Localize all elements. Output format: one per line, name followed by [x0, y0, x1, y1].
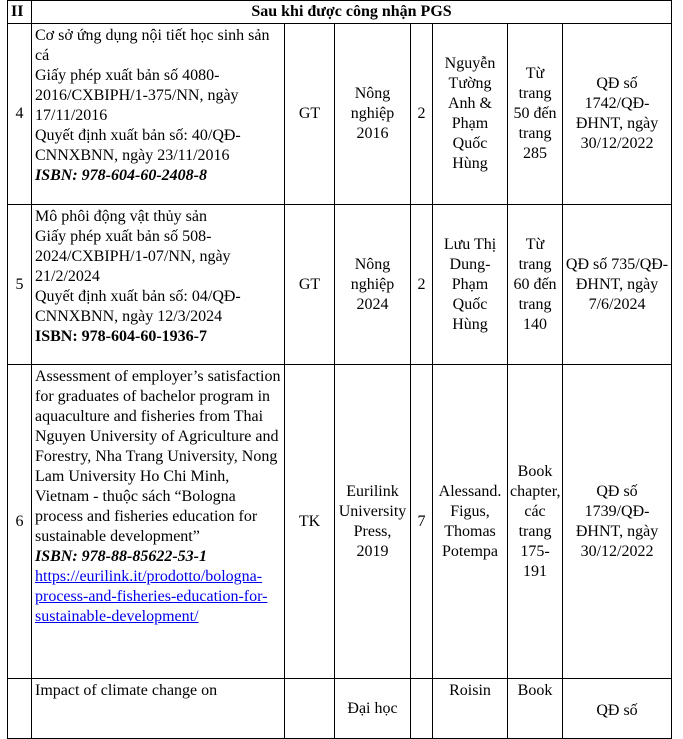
approval-decision: QĐ số	[563, 679, 672, 739]
book-link[interactable]: https://eurilink.it/prodotto/bologna-process-and-fisheries-education-for-sustainable-development/	[35, 568, 268, 625]
book-info	[32, 24, 285, 205]
book-type: GT	[285, 205, 335, 365]
isbn: ISBN: 978-604-60-2408-8	[35, 167, 207, 184]
row-number	[8, 679, 32, 739]
authors: Alessand. Figus, Thomas Potempa	[433, 365, 508, 679]
book-title: Cơ sở ứng dụng nội tiết học sinh sản cá	[35, 27, 270, 64]
authors: Lưu Thị Dung-Phạm Quốc Hùng	[433, 205, 508, 365]
publications-table	[7, 0, 672, 739]
approval-decision: QĐ số 1742/QĐ-ĐHNT, ngày 30/12/2022	[563, 24, 672, 205]
book-title: Impact of climate change on	[35, 682, 218, 699]
pages: Book	[508, 679, 563, 739]
pages: Từ trang 60 đến trang 140	[508, 205, 563, 365]
book-info	[32, 679, 285, 739]
row-number: 4	[8, 24, 32, 205]
book-title: Mô phôi động vật thủy sản	[35, 208, 207, 225]
authors-count: 7	[411, 365, 433, 679]
isbn: ISBN: 978-604-60-1936-7	[35, 328, 207, 345]
row-number: 6	[8, 365, 32, 679]
publisher: Đại học	[335, 679, 411, 739]
publisher: Nông nghiệp 2016	[335, 24, 411, 205]
pages: Từ trang 50 đến trang 285	[508, 24, 563, 205]
section-header-row	[8, 1, 672, 24]
pages: Book chapter, các trang 175-191	[508, 365, 563, 679]
authors-count: 2	[411, 205, 433, 365]
table-row	[8, 365, 672, 679]
book-type: TK	[285, 365, 335, 679]
section-title: Sau khi được công nhận PGS	[32, 1, 672, 24]
publishing-decision: Quyết định xuất bản số: 40/QĐ-CNNXBNN, ngày 23/11/2016	[35, 127, 241, 164]
row-number: 5	[8, 205, 32, 365]
publishing-permit: Giấy phép xuất bản số 508-2024/CXBIPH/1-07/NN, ngày 21/2/2024	[35, 228, 231, 285]
table-row	[8, 24, 672, 205]
publishing-decision: Quyết định xuất bản số: 04/QĐ-CNNXBNN, ngày 12/3/2024	[35, 288, 241, 325]
book-info	[32, 205, 285, 365]
authors: Nguyễn Tường Anh & Phạm Quốc Hùng	[433, 24, 508, 205]
approval-decision: QĐ số 735/QĐ-ĐHNT, ngày 7/6/2024	[563, 205, 672, 365]
publishing-permit: Giấy phép xuất bản số 4080-2016/CXBIPH/1-375/NN, ngày 17/11/2016	[35, 67, 239, 124]
publisher: Nông nghiệp 2024	[335, 205, 411, 365]
book-info	[32, 365, 285, 679]
approval-decision: QĐ số 1739/QĐ-ĐHNT, ngày 30/12/2022	[563, 365, 672, 679]
authors: Roisin	[433, 679, 508, 739]
authors-count: 2	[411, 24, 433, 205]
authors-count	[411, 679, 433, 739]
book-type	[285, 679, 335, 739]
isbn: ISBN: 978-88-85622-53-1	[35, 548, 207, 565]
section-number: II	[8, 1, 32, 24]
book-type: GT	[285, 24, 335, 205]
publisher: Eurilink University Press, 2019	[335, 365, 411, 679]
table-row	[8, 205, 672, 365]
book-title: Assessment of employer’s satisfaction for graduates of bachelor program in aquaculture and fisheries from Thai Nguyen University of Agriculture and Forestry, Nha Trang University, Nong Lam University Ho Chi Minh, Vietnam - thuộc sách “Bologna process and fisheries education for sustainable development”	[35, 368, 281, 545]
table-row	[8, 679, 672, 739]
